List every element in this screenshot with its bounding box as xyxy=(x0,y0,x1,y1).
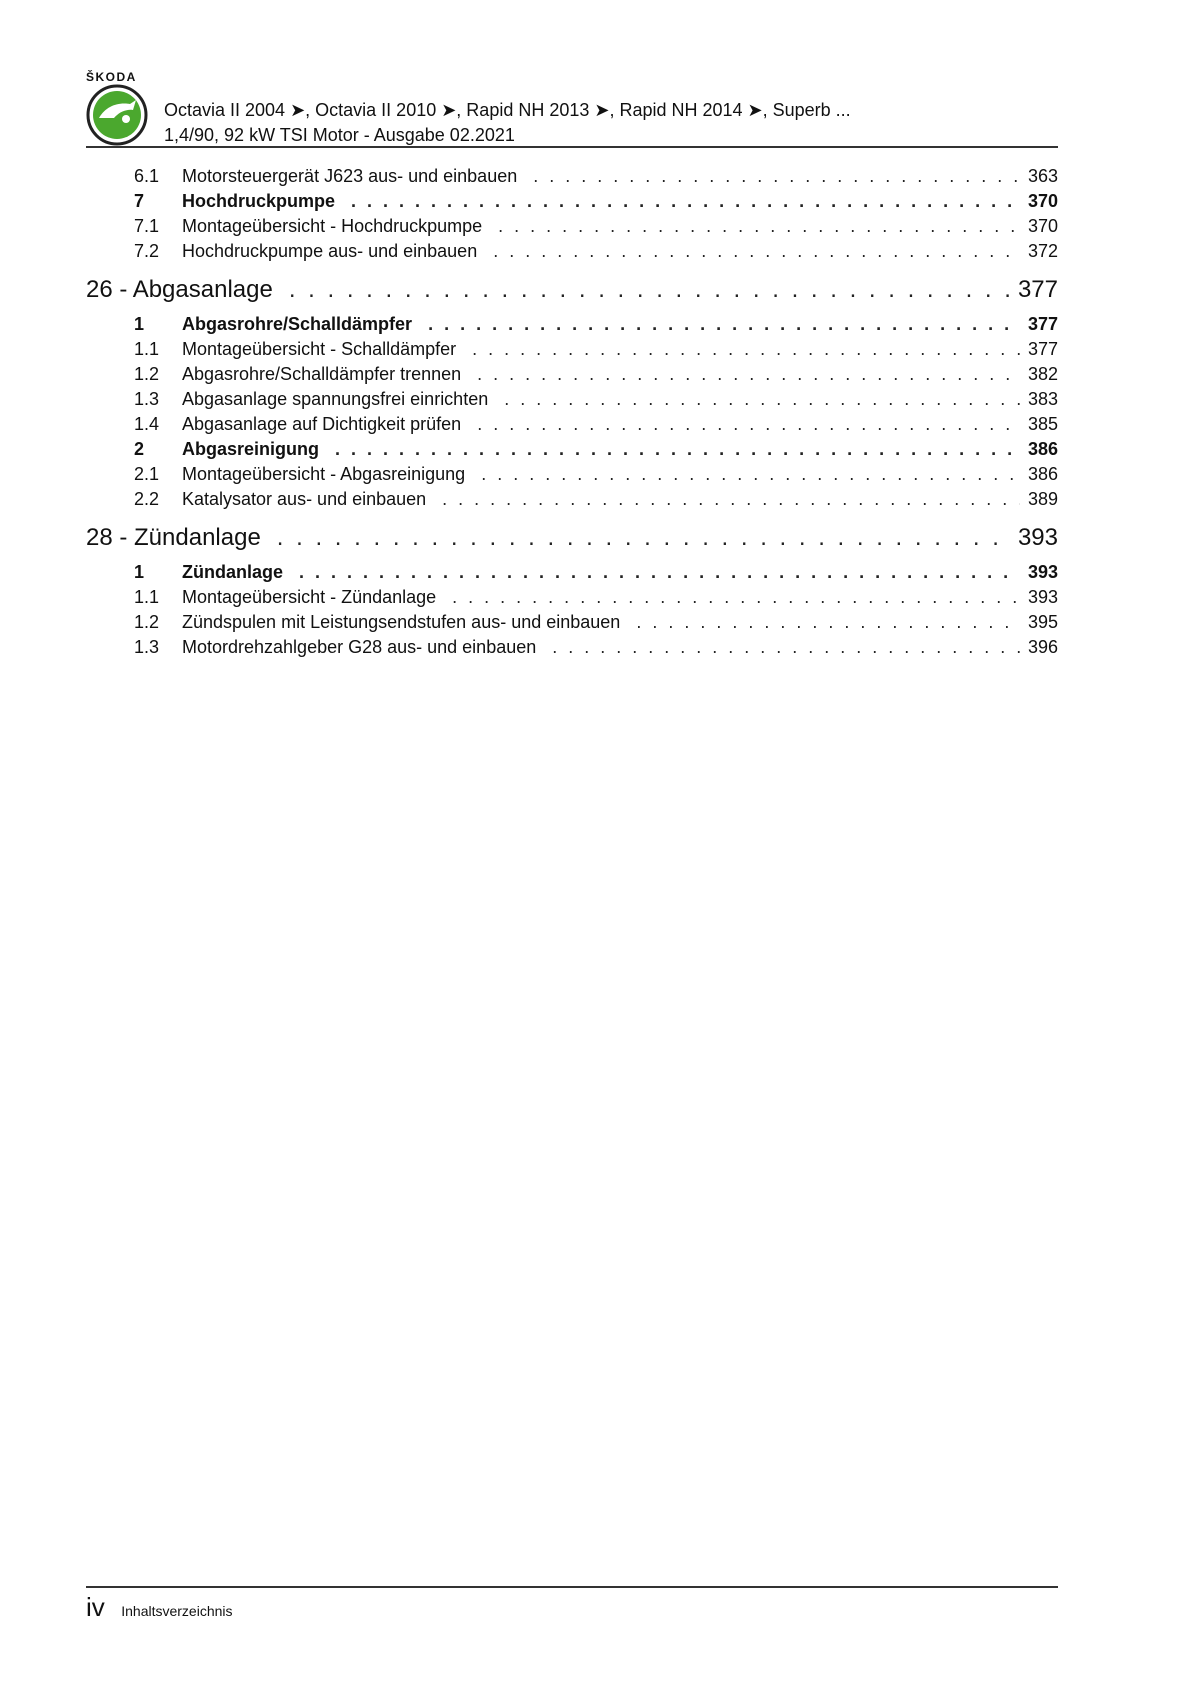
toc-entry[interactable] xyxy=(86,587,1058,612)
leader-dots xyxy=(533,166,1020,187)
leader-dots xyxy=(428,314,1020,335)
toc-page: 386 xyxy=(1027,439,1058,459)
leader-dots xyxy=(277,524,1010,552)
leader-dots xyxy=(472,339,1020,360)
toc-page: 393 xyxy=(1027,562,1058,582)
toc-title: Abgasrohre/Schalldämpfer xyxy=(182,314,413,334)
toc-title: Abgasreinigung xyxy=(182,439,320,459)
toc-page: 393 xyxy=(1027,587,1058,607)
toc-title: Montageübersicht - Zündanlage xyxy=(182,587,437,607)
toc-number: 1 xyxy=(134,562,145,582)
toc-title: Motorsteuergerät J623 aus- und einbauen xyxy=(182,166,518,186)
toc-entry[interactable] xyxy=(86,364,1058,389)
toc-number: 2.2 xyxy=(134,489,160,509)
chapter-page: 377 xyxy=(1017,276,1058,303)
toc-entry[interactable] xyxy=(86,314,1058,339)
footer-label: Inhaltsverzeichnis xyxy=(121,1603,233,1619)
toc-number: 7.1 xyxy=(134,216,160,236)
toc-page: 377 xyxy=(1027,314,1058,334)
toc-number: 6.1 xyxy=(134,166,160,186)
toc-title: Zündspulen mit Leistungsendstufen aus- und einbauen xyxy=(182,612,621,632)
toc-number: 1.3 xyxy=(134,637,160,657)
brand-wordmark: ŠKODA xyxy=(86,70,137,84)
toc-number: 1.1 xyxy=(134,339,160,359)
document-title xyxy=(164,98,851,148)
skoda-logo-icon xyxy=(86,84,148,146)
toc-title: Montageübersicht - Schalldämpfer xyxy=(182,339,457,359)
leader-dots xyxy=(452,587,1020,608)
toc-number: 1.3 xyxy=(134,389,160,409)
toc-title: Abgasrohre/Schalldämpfer trennen xyxy=(182,364,462,384)
toc-title: Motordrehzahlgeber G28 aus- und einbauen xyxy=(182,637,537,657)
title-line-2: 1,4/90, 92 kW TSI Motor - Ausgabe 02.2021 xyxy=(164,125,515,145)
toc-number: 7.2 xyxy=(134,241,160,261)
leader-dots xyxy=(289,276,1010,304)
toc-page: 396 xyxy=(1027,637,1058,657)
toc-entry[interactable] xyxy=(86,562,1058,587)
toc-entry[interactable] xyxy=(86,166,1058,191)
toc-entry[interactable] xyxy=(86,389,1058,414)
title-line-1: Octavia II 2004 ➤, Octavia II 2010 ➤, Rapid NH 2013 ➤, Rapid NH 2014 ➤, Superb ... xyxy=(164,100,851,120)
toc-entry[interactable] xyxy=(86,489,1058,514)
toc-title: Hochdruckpumpe xyxy=(182,191,336,211)
toc-number: 7 xyxy=(134,191,145,211)
toc-entry[interactable] xyxy=(86,464,1058,489)
leader-dots xyxy=(498,216,1020,237)
toc-entry[interactable] xyxy=(86,612,1058,637)
toc-number: 1.2 xyxy=(134,364,160,384)
leader-dots xyxy=(442,489,1020,510)
toc-page: 377 xyxy=(1027,339,1058,359)
leader-dots xyxy=(477,364,1020,385)
toc-page: 383 xyxy=(1027,389,1058,409)
leader-dots xyxy=(299,562,1020,583)
toc-page: 372 xyxy=(1027,241,1058,261)
toc-number: 2.1 xyxy=(134,464,160,484)
toc-entry[interactable] xyxy=(86,414,1058,439)
toc-entry[interactable] xyxy=(86,439,1058,464)
toc-chapter[interactable] xyxy=(86,524,1058,554)
toc-page: 370 xyxy=(1027,191,1058,211)
toc-number: 1.1 xyxy=(134,587,160,607)
toc-entry[interactable] xyxy=(86,191,1058,216)
toc-page: 370 xyxy=(1027,216,1058,236)
toc-page: 363 xyxy=(1027,166,1058,186)
leader-dots xyxy=(552,637,1020,658)
toc-chapter[interactable] xyxy=(86,276,1058,306)
leader-dots xyxy=(477,414,1020,435)
toc-number: 2 xyxy=(134,439,145,459)
toc-entry[interactable] xyxy=(86,216,1058,241)
toc-title: Montageübersicht - Abgasreinigung xyxy=(182,464,466,484)
toc-page: 395 xyxy=(1027,612,1058,632)
leader-dots xyxy=(335,439,1020,460)
page-footer xyxy=(86,1592,233,1623)
leader-dots xyxy=(504,389,1020,410)
toc-entry[interactable] xyxy=(86,241,1058,266)
toc-number: 1.2 xyxy=(134,612,160,632)
toc-number: 1 xyxy=(134,314,145,334)
toc-number: 1.4 xyxy=(134,414,160,434)
toc-title: Hochdruckpumpe aus- und einbauen xyxy=(182,241,478,261)
toc-page: 385 xyxy=(1027,414,1058,434)
toc-title: Abgasanlage auf Dichtigkeit prüfen xyxy=(182,414,462,434)
toc-entry[interactable] xyxy=(86,339,1058,364)
table-of-contents xyxy=(86,166,1058,662)
leader-dots xyxy=(493,241,1020,262)
leader-dots xyxy=(481,464,1020,485)
footer-divider xyxy=(86,1586,1058,1588)
chapter-title: 26 - Abgasanlage xyxy=(86,276,273,303)
page-header xyxy=(86,68,1058,146)
toc-page: 382 xyxy=(1027,364,1058,384)
toc-title: Montageübersicht - Hochdruckpumpe xyxy=(182,216,483,236)
toc-page: 386 xyxy=(1027,464,1058,484)
footer-page-number: iv xyxy=(86,1592,105,1622)
leader-dots xyxy=(636,612,1020,633)
toc-page: 389 xyxy=(1027,489,1058,509)
leader-dots xyxy=(351,191,1020,212)
toc-title: Katalysator aus- und einbauen xyxy=(182,489,427,509)
toc-title: Abgasanlage spannungsfrei einrichten xyxy=(182,389,489,409)
toc-entry[interactable] xyxy=(86,637,1058,662)
toc-title: Zündanlage xyxy=(182,562,284,582)
chapter-title: 28 - Zündanlage xyxy=(86,524,261,551)
chapter-page: 393 xyxy=(1017,524,1058,551)
header-divider xyxy=(86,146,1058,148)
